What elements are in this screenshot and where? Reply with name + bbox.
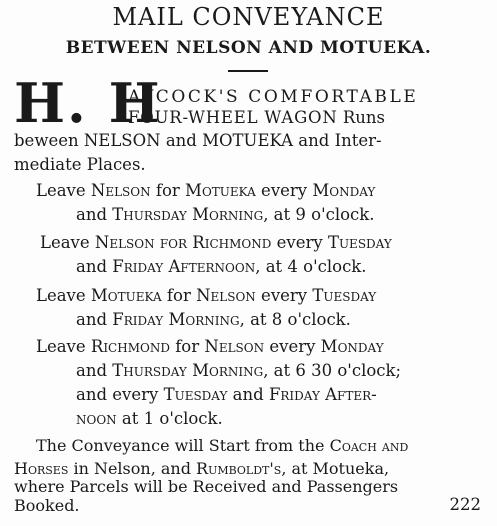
- ad-number: 222: [449, 495, 481, 514]
- day-name: Monday: [312, 181, 376, 200]
- ad-title: MAIL CONVEYANCE: [112, 3, 385, 31]
- place-name: Nelson: [90, 181, 151, 200]
- schedule-2-line-2: [76, 256, 367, 278]
- schedule-text: for: [150, 181, 186, 200]
- schedule-text: for: [169, 337, 205, 356]
- closing-text: , at Motueka,: [281, 459, 390, 478]
- schedule-text: for: [161, 286, 197, 305]
- schedule-text: Leave: [36, 337, 91, 356]
- place-name: MOTUEKA: [202, 131, 294, 150]
- ad-subtitle: BETWEEN NELSON AND MOTUEKA.: [65, 38, 432, 58]
- day-name: Friday Afternoon: [112, 257, 256, 276]
- time-text: , at 9 o'clock.: [263, 205, 375, 224]
- place-name: Coach and: [329, 436, 409, 455]
- time-text: , at 4 o'clock.: [255, 257, 367, 276]
- schedule-text: Leave: [36, 286, 91, 305]
- place-name: Motueka: [185, 181, 256, 200]
- place-name: NELSON: [83, 131, 161, 150]
- day-name: Tuesday: [312, 286, 377, 305]
- day-name: Thursday Morning: [112, 205, 264, 224]
- closing-text: in Nelson, and: [68, 459, 197, 478]
- schedule-4-line-1: [36, 336, 384, 358]
- drop-cap-initials: H. H: [14, 71, 162, 135]
- schedule-2-line-1: [40, 232, 392, 254]
- schedule-1-line-1: [36, 180, 375, 202]
- intro-line-3: [14, 130, 382, 152]
- schedule-1-line-2: [76, 204, 375, 226]
- closing-line-3: where Parcels will be Received and Passengers: [14, 477, 399, 496]
- closing-line-4: Booked.: [14, 496, 80, 515]
- day-name: Tuesday: [327, 233, 392, 252]
- schedule-text: every: [271, 233, 328, 252]
- schedule-4-line-2: [76, 360, 401, 382]
- schedule-text: and: [76, 310, 113, 329]
- divider-rule: [228, 70, 268, 72]
- schedule-text: every: [255, 181, 313, 200]
- closing-line-1: [36, 435, 408, 457]
- intro-text: and: [160, 131, 203, 150]
- place-name: Horses: [14, 459, 69, 478]
- place-name: Richmond: [90, 337, 170, 356]
- place-name: Motueka: [90, 286, 162, 305]
- day-name: Friday Morning: [112, 310, 240, 329]
- place-name: Nelson for Richmond: [94, 233, 272, 252]
- schedule-4-line-3: [76, 384, 377, 406]
- day-name: Tuesday: [163, 385, 228, 404]
- intro-text: Runs: [337, 108, 386, 127]
- schedule-text: and: [76, 205, 113, 224]
- schedule-text: and: [76, 257, 113, 276]
- intro-text: beween: [14, 131, 84, 150]
- intro-line-4: mediate Places.: [14, 155, 146, 174]
- schedule-text: and every: [76, 385, 164, 404]
- time-text: , at 6 30 o'clock;: [263, 361, 402, 380]
- wagon-name: FOUR-WHEEL WAGON: [128, 108, 338, 127]
- schedule-3-line-2: [76, 309, 351, 331]
- intro-line-1: AYCOCK'S COMFORTABLE: [128, 87, 419, 107]
- schedule-text: and: [227, 385, 269, 404]
- intro-text: and Inter-: [293, 131, 382, 150]
- schedule-text: and: [76, 361, 113, 380]
- schedule-3-line-1: [36, 285, 376, 307]
- place-name: Nelson: [204, 337, 265, 356]
- day-name: Monday: [320, 337, 384, 356]
- day-name: Friday After-: [268, 385, 377, 404]
- schedule-text: Leave: [36, 181, 91, 200]
- schedule-4-line-4: [76, 408, 223, 430]
- place-name: Rumboldt's: [196, 459, 282, 478]
- schedule-text: every: [255, 286, 313, 305]
- place-name: Nelson: [196, 286, 256, 305]
- intro-line-2: [128, 107, 385, 129]
- day-name: Thursday Morning: [112, 361, 264, 380]
- time-text: at 1 o'clock.: [116, 409, 223, 428]
- schedule-text: every: [264, 337, 321, 356]
- closing-text: The Conveyance will Start from the: [36, 436, 330, 455]
- schedule-text: Leave: [40, 233, 95, 252]
- day-name: noon: [76, 409, 117, 428]
- time-text: , at 8 o'clock.: [239, 310, 351, 329]
